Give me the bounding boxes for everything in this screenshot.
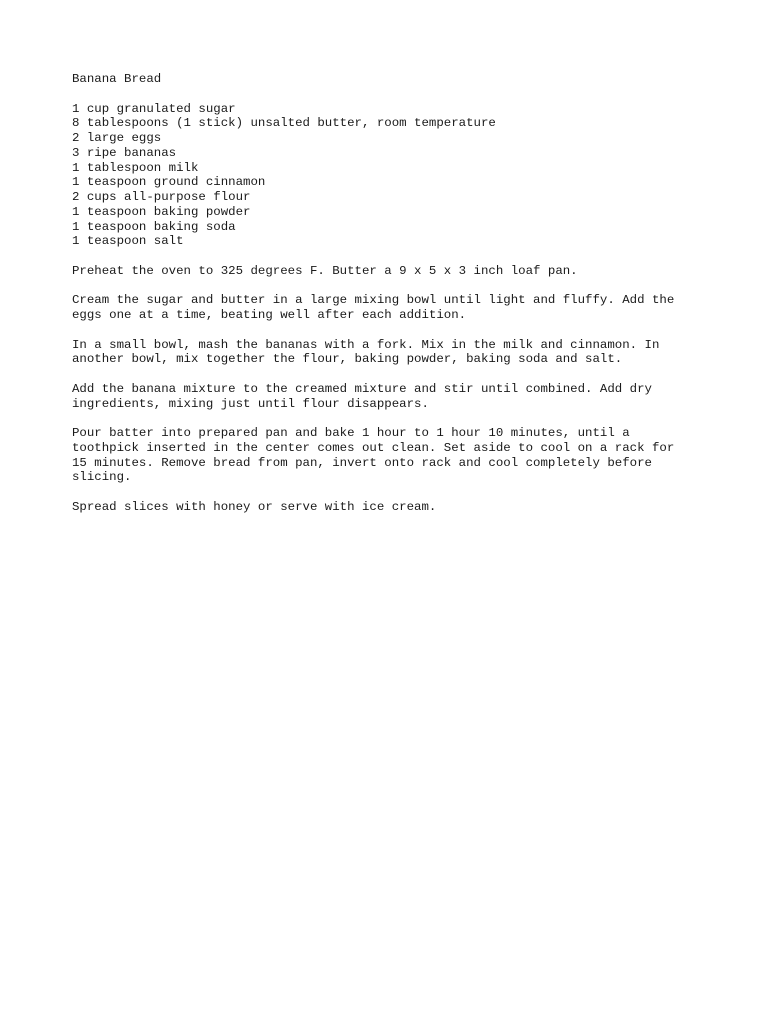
step-line: In a small bowl, mash the bananas with a fork. Mix in the milk and cinnamon. In	[72, 337, 660, 352]
ingredient-item: 1 teaspoon baking soda	[72, 219, 236, 234]
step-line: slicing.	[72, 470, 132, 485]
ingredient-item: 1 teaspoon ground cinnamon	[72, 175, 266, 190]
step-line: Spread slices with honey or serve with ice cream.	[72, 499, 437, 514]
step-paragraph	[72, 264, 712, 279]
step-line: Preheat the oven to 325 degrees F. Butter a 9 x 5 x 3 inch loaf pan.	[72, 263, 578, 278]
step-paragraph	[72, 293, 712, 323]
step-line: toothpick inserted in the center comes out clean. Set aside to cool on a rack for	[72, 440, 675, 455]
recipe-title: Banana Bread	[72, 72, 162, 86]
ingredient-list	[72, 102, 712, 250]
ingredient-item: 8 tablespoons (1 stick) unsalted butter, room temperature	[72, 116, 496, 131]
ingredient-item: 1 teaspoon salt	[72, 234, 184, 249]
step-line: Add the banana mixture to the creamed mixture and stir until combined. Add dry	[72, 381, 652, 396]
step-line: ingredients, mixing just until flour disappears.	[72, 396, 429, 411]
ingredient-item: 2 cups all-purpose flour	[72, 190, 251, 204]
step-paragraph	[72, 382, 712, 412]
ingredient-item: 1 tablespoon milk	[72, 160, 199, 175]
step-line: another bowl, mix together the flour, baking powder, baking soda and salt.	[72, 352, 623, 367]
ingredient-item: 1 cup granulated sugar	[72, 101, 236, 116]
step-line: eggs one at a time, beating well after each addition.	[72, 308, 467, 322]
ingredient-item: 1 teaspoon baking powder	[72, 204, 251, 219]
step-line: Cream the sugar and butter in a large mixing bowl until light and fluffy. Add the	[72, 293, 675, 308]
step-line: 15 minutes. Remove bread from pan, invert onto rack and cool completely before	[72, 455, 652, 470]
document-page	[72, 72, 712, 529]
ingredient-item: 3 ripe bananas	[72, 145, 177, 160]
step-paragraph	[72, 500, 712, 515]
step-paragraph	[72, 426, 712, 485]
ingredient-item: 2 large eggs	[72, 131, 162, 145]
step-line: Pour batter into prepared pan and bake 1 hour to 1 hour 10 minutes, until a	[72, 426, 630, 440]
recipe-title-block	[72, 72, 712, 87]
step-paragraph	[72, 338, 712, 368]
